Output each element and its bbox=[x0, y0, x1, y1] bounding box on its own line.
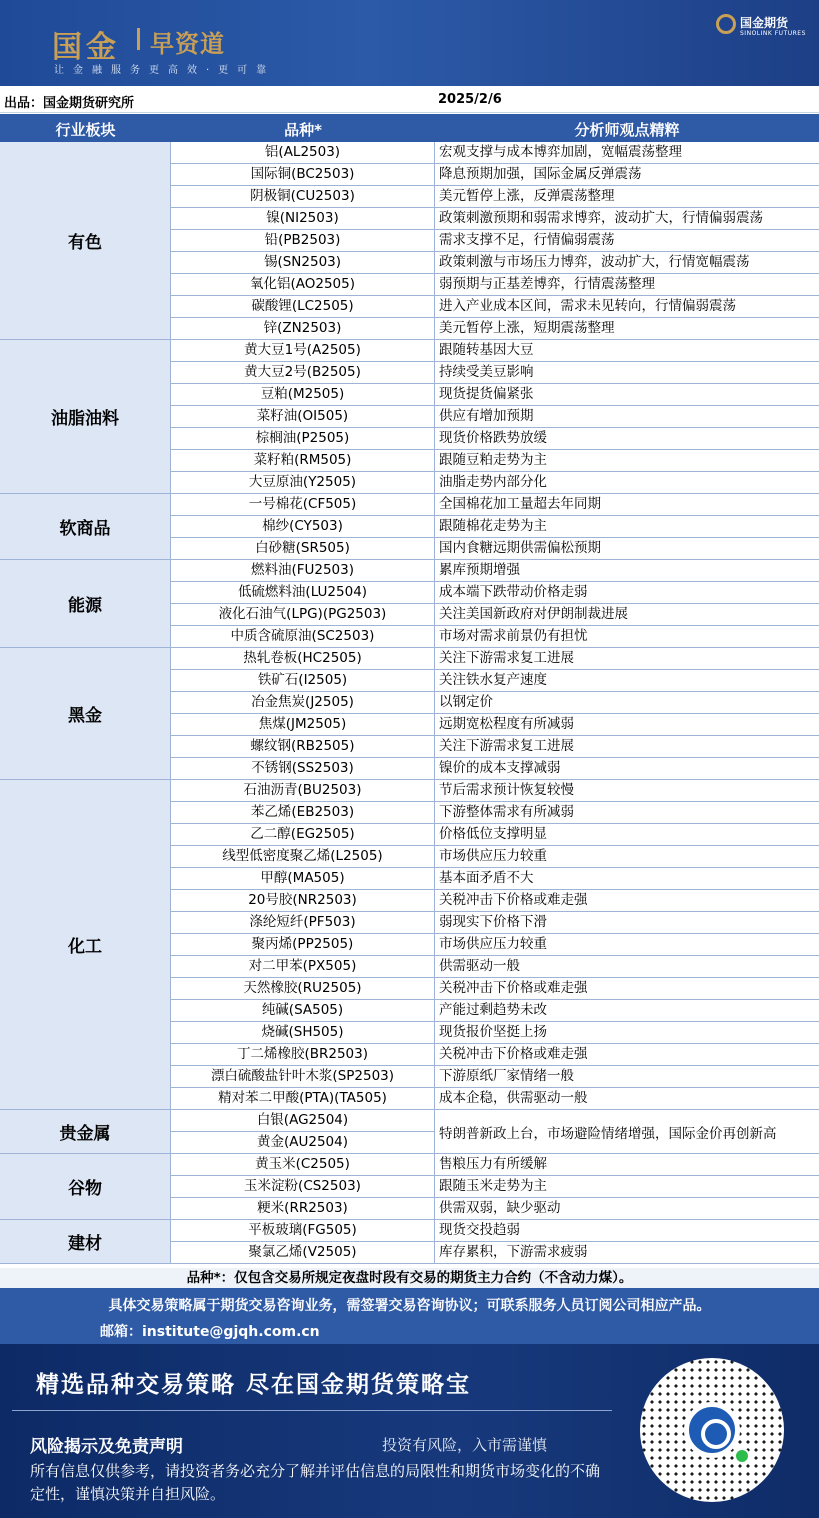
table-row bbox=[171, 1044, 819, 1066]
table-row bbox=[171, 472, 819, 494]
view-cell: 现货提货偏紧张 bbox=[439, 386, 534, 402]
notice-consulting: 具体交易策略属于期货交易咨询业务，需签署交易咨询协议；可联系服务人员订阅公司相应产品。 bbox=[108, 1298, 711, 1314]
view-cell: 进入产业成本区间，需求未见转向，行情偏弱震荡 bbox=[439, 298, 736, 314]
view-cell: 政策刺激与市场压力博弈，波动扩大，行情宽幅震荡 bbox=[439, 254, 750, 270]
brand-name-cn: 国金期货 bbox=[740, 16, 789, 30]
table-row bbox=[171, 362, 819, 384]
view-cell: 成本端下跌带动价格走弱 bbox=[439, 584, 588, 600]
variety-cell: 石油沥青(BU2503) bbox=[171, 780, 435, 801]
variety-cell: 棕榈油(P2505) bbox=[171, 428, 435, 449]
variety-cell: 漂白硫酸盐针叶木浆(SP2503) bbox=[171, 1066, 435, 1087]
table-row bbox=[171, 1066, 819, 1088]
variety-cell: 烧碱(SH505) bbox=[171, 1022, 435, 1043]
table-row bbox=[171, 648, 819, 670]
sector-cell: 建材 bbox=[0, 1220, 171, 1264]
table-row bbox=[171, 340, 819, 362]
variety-cell: 热轧卷板(HC2505) bbox=[171, 648, 435, 669]
view-cell: 持续受美豆影响 bbox=[439, 364, 534, 380]
view-cell: 跟随棉花走势为主 bbox=[439, 518, 547, 534]
sector-cell: 化工 bbox=[0, 780, 171, 1110]
table-row bbox=[171, 296, 819, 318]
view-cell: 关税冲击下价格或难走强 bbox=[439, 1046, 588, 1062]
table-row bbox=[171, 1000, 819, 1022]
table-row bbox=[171, 538, 819, 560]
table-row bbox=[171, 1198, 819, 1220]
view-cell: 弱预期与正基差博弈，行情震荡整理 bbox=[439, 276, 655, 292]
table-row bbox=[171, 1022, 819, 1044]
table-row bbox=[171, 252, 819, 274]
risk-body: 所有信息仅供参考，请投资者务必充分了解并评估信息的局限性和期货市场变化的不确定性，谨慎决策并自担风险。 bbox=[30, 1462, 601, 1503]
variety-cell: 20号胶(NR2503) bbox=[171, 890, 435, 911]
variety-cell: 冶金焦炭(J2505) bbox=[171, 692, 435, 713]
table-row bbox=[171, 582, 819, 604]
view-cell: 库存累积，下游需求疲弱 bbox=[439, 1244, 588, 1260]
variety-cell: 铁矿石(I2505) bbox=[171, 670, 435, 691]
view-cell: 关注铁水复产速度 bbox=[439, 672, 547, 688]
view-cell: 供需驱动一般 bbox=[439, 958, 520, 974]
variety-cell: 丁二烯橡胶(BR2503) bbox=[171, 1044, 435, 1065]
variety-cell: 燃料油(FU2503) bbox=[171, 560, 435, 581]
variety-cell: 低硫燃料油(LU2504) bbox=[171, 582, 435, 603]
variety-cell: 铝(AL2503) bbox=[171, 142, 435, 163]
table-row bbox=[171, 142, 819, 164]
table-row bbox=[171, 604, 819, 626]
sector-cell: 软商品 bbox=[0, 494, 171, 560]
view-cell: 累库预期增强 bbox=[439, 562, 520, 578]
variety-cell: 一号棉花(CF505) bbox=[171, 494, 435, 515]
view-cell: 关税冲击下价格或难走强 bbox=[439, 980, 588, 996]
sector-cell: 黑金 bbox=[0, 648, 171, 780]
variety-cell: 天然橡胶(RU2505) bbox=[171, 978, 435, 999]
variety-cell: 黄玉米(C2505) bbox=[171, 1154, 435, 1175]
view-cell: 成本企稳，供需驱动一般 bbox=[439, 1090, 588, 1106]
view-cell: 市场供应压力较重 bbox=[439, 936, 547, 952]
variety-cell: 涤纶短纤(PF503) bbox=[171, 912, 435, 933]
table-row bbox=[171, 450, 819, 472]
table-row bbox=[171, 274, 819, 296]
variety-cell: 锌(ZN2503) bbox=[171, 318, 435, 339]
variety-cell: 黄大豆1号(A2505) bbox=[171, 340, 435, 361]
variety-cell: 国际铜(BC2503) bbox=[171, 164, 435, 185]
variety-cell: 聚氯乙烯(V2505) bbox=[171, 1242, 435, 1263]
variety-cell: 黄大豆2号(B2505) bbox=[171, 362, 435, 383]
report-date: 2025/2/6 bbox=[438, 92, 502, 107]
table-row bbox=[171, 1176, 819, 1198]
view-cell: 以钢定价 bbox=[439, 694, 493, 710]
view-cell: 关税冲击下价格或难走强 bbox=[439, 892, 588, 908]
variety-cell: 线型低密度聚乙烯(L2505) bbox=[171, 846, 435, 867]
table-row bbox=[171, 560, 819, 582]
table-row bbox=[171, 956, 819, 978]
view-cell: 供需双弱，缺少驱动 bbox=[439, 1200, 561, 1216]
table-row bbox=[171, 494, 819, 516]
risk-title: 风险揭示及免责声明 bbox=[30, 1437, 183, 1457]
table-row bbox=[171, 1154, 819, 1176]
view-cell: 下游原纸厂家情绪一般 bbox=[439, 1068, 574, 1084]
variety-cell: 不锈钢(SS2503) bbox=[171, 758, 435, 779]
table-row bbox=[171, 978, 819, 1000]
table-row bbox=[171, 1220, 819, 1242]
variety-cell: 锡(SN2503) bbox=[171, 252, 435, 273]
brand-name-en: SINOLINK FUTURES bbox=[740, 30, 806, 37]
logo-text: 国金 bbox=[52, 30, 120, 65]
variety-cell: 碳酸锂(LC2505) bbox=[171, 296, 435, 317]
variety-cell: 螺纹钢(RB2505) bbox=[171, 736, 435, 757]
view-cell: 油脂走势内部分化 bbox=[439, 474, 547, 490]
table-row bbox=[171, 714, 819, 736]
notice-band bbox=[0, 1288, 819, 1344]
table-row bbox=[171, 208, 819, 230]
risk-tagline: 投资有风险，入市需谨慎 bbox=[382, 1436, 548, 1454]
variety-cell: 平板玻璃(FG505) bbox=[171, 1220, 435, 1241]
variety-cell: 阴极铜(CU2503) bbox=[171, 186, 435, 207]
variety-cell: 苯乙烯(EB2503) bbox=[171, 802, 435, 823]
table-row bbox=[171, 824, 819, 846]
qr-code-icon[interactable] bbox=[640, 1358, 784, 1502]
table-row bbox=[171, 186, 819, 208]
view-cell: 远期宽松程度有所减弱 bbox=[439, 716, 574, 732]
promo-divider bbox=[12, 1410, 612, 1411]
view-cell: 节后需求预计恢复较慢 bbox=[439, 782, 574, 798]
view-cell: 供应有增加预期 bbox=[439, 408, 534, 424]
table-row bbox=[171, 230, 819, 252]
variety-cell: 棉纱(CY503) bbox=[171, 516, 435, 537]
view-cell: 现货交投趋弱 bbox=[439, 1222, 520, 1238]
source-label: 出品：国金期货研究所 bbox=[4, 96, 135, 111]
sector-cell: 贵金属 bbox=[0, 1110, 171, 1154]
footnote: 品种*：仅包含交易所规定夜盘时段有交易的期货主力合约（不含动力煤）。 bbox=[0, 1268, 819, 1288]
view-cell: 下游整体需求有所减弱 bbox=[439, 804, 574, 820]
product-title: 早资道 bbox=[150, 30, 225, 58]
variety-cell: 菜籽粕(RM505) bbox=[171, 450, 435, 471]
view-cell: 跟随转基因大豆 bbox=[439, 342, 534, 358]
variety-cell: 白银(AG2504) bbox=[171, 1110, 435, 1131]
col-view: 分析师观点精粹 bbox=[574, 121, 680, 139]
view-cell-merged: 特朗普新政上台，市场避险情绪增强，国际金价再创新高 bbox=[435, 1110, 819, 1154]
view-cell: 产能过剩趋势未改 bbox=[439, 1002, 547, 1018]
table-row bbox=[171, 934, 819, 956]
table-row bbox=[171, 1088, 819, 1110]
variety-cell: 粳米(RR2503) bbox=[171, 1198, 435, 1219]
table-row bbox=[171, 428, 819, 450]
view-cell: 现货报价坚挺上扬 bbox=[439, 1024, 547, 1040]
view-cell: 关注下游需求复工进展 bbox=[439, 738, 574, 754]
table-row bbox=[171, 692, 819, 714]
header-banner bbox=[0, 0, 819, 86]
view-cell: 弱现实下价格下滑 bbox=[439, 914, 547, 930]
table-row bbox=[171, 384, 819, 406]
table-row bbox=[171, 736, 819, 758]
sector-cell: 谷物 bbox=[0, 1154, 171, 1220]
table-row bbox=[171, 758, 819, 780]
view-cell: 宏观支撑与成本博弈加剧，宽幅震荡整理 bbox=[439, 144, 682, 160]
view-cell: 基本面矛盾不大 bbox=[439, 870, 534, 886]
variety-cell: 黄金(AU2504) bbox=[171, 1132, 435, 1153]
promo-headline: 精选品种交易策略 尽在国金期货策略宝 bbox=[36, 1371, 472, 1398]
view-cell: 价格低位支撑明显 bbox=[439, 826, 547, 842]
table-row bbox=[171, 846, 819, 868]
table-row bbox=[171, 318, 819, 340]
table-row bbox=[171, 670, 819, 692]
qr-logo-icon bbox=[684, 1402, 740, 1458]
variety-cell: 白砂糖(SR505) bbox=[171, 538, 435, 559]
view-cell: 美元暂停上涨，反弹震荡整理 bbox=[439, 188, 615, 204]
variety-cell: 豆粕(M2505) bbox=[171, 384, 435, 405]
variety-cell: 焦煤(JM2505) bbox=[171, 714, 435, 735]
table-row bbox=[171, 890, 819, 912]
view-cell: 政策刺激预期和弱需求博弈，波动扩大，行情偏弱震荡 bbox=[439, 210, 763, 226]
table-row bbox=[171, 164, 819, 186]
variety-cell: 菜籽油(OI505) bbox=[171, 406, 435, 427]
wechat-mini-icon bbox=[734, 1448, 750, 1464]
table-row bbox=[171, 626, 819, 648]
view-cell: 镍价的成本支撑减弱 bbox=[439, 760, 561, 776]
table-row bbox=[171, 516, 819, 538]
promo-footer bbox=[0, 1344, 819, 1518]
variety-cell: 精对苯二甲酸(PTA)(TA505) bbox=[171, 1088, 435, 1109]
view-cell: 降息预期加强，国际金属反弹震荡 bbox=[439, 166, 642, 182]
view-cell: 关注下游需求复工进展 bbox=[439, 650, 574, 666]
view-cell: 现货价格跌势放缓 bbox=[439, 430, 547, 446]
variety-cell: 玉米淀粉(CS2503) bbox=[171, 1176, 435, 1197]
table-row bbox=[171, 1242, 819, 1264]
sector-cell: 能源 bbox=[0, 560, 171, 648]
logo-divider bbox=[137, 28, 140, 50]
source-row bbox=[0, 88, 819, 113]
view-cell: 全国棉花加工量超去年同期 bbox=[439, 496, 601, 512]
notice-email[interactable]: 邮箱：institute@gjqh.com.cn bbox=[100, 1324, 320, 1340]
slogan: 让金融服务更高效·更可靠 bbox=[54, 65, 276, 76]
view-cell: 售粮压力有所缓解 bbox=[439, 1156, 547, 1172]
table-row bbox=[171, 912, 819, 934]
col-variety: 品种* bbox=[284, 121, 322, 139]
variety-cell: 聚丙烯(PP2505) bbox=[171, 934, 435, 955]
variety-cell: 对二甲苯(PX505) bbox=[171, 956, 435, 977]
view-cell: 跟随玉米走势为主 bbox=[439, 1178, 547, 1194]
variety-cell: 铅(PB2503) bbox=[171, 230, 435, 251]
variety-cell: 甲醇(MA505) bbox=[171, 868, 435, 889]
variety-cell: 液化石油气(LPG)(PG2503) bbox=[171, 604, 435, 625]
view-cell: 市场对需求前景仍有担忧 bbox=[439, 628, 588, 644]
view-cell: 跟随豆粕走势为主 bbox=[439, 452, 547, 468]
view-cell: 市场供应压力较重 bbox=[439, 848, 547, 864]
sector-cell: 有色 bbox=[0, 142, 171, 340]
variety-cell: 乙二醇(EG2505) bbox=[171, 824, 435, 845]
table-header bbox=[0, 114, 819, 142]
table-row bbox=[171, 868, 819, 890]
view-cell: 关注美国新政府对伊朗制裁进展 bbox=[439, 606, 628, 622]
table-row bbox=[171, 802, 819, 824]
variety-cell: 大豆原油(Y2505) bbox=[171, 472, 435, 493]
col-sector: 行业板块 bbox=[55, 121, 116, 139]
sector-cell: 油脂油料 bbox=[0, 340, 171, 494]
variety-cell: 镍(NI2503) bbox=[171, 208, 435, 229]
variety-cell: 中质含硫原油(SC2503) bbox=[171, 626, 435, 647]
table-row bbox=[171, 780, 819, 802]
view-cell: 国内食糖远期供需偏松预期 bbox=[439, 540, 601, 556]
variety-cell: 氧化铝(AO2505) bbox=[171, 274, 435, 295]
view-cell: 美元暂停上涨，短期震荡整理 bbox=[439, 320, 615, 336]
table-row bbox=[171, 406, 819, 428]
sinolink-logo-icon bbox=[716, 14, 736, 34]
view-cell: 需求支撑不足，行情偏弱震荡 bbox=[439, 232, 615, 248]
variety-cell: 纯碱(SA505) bbox=[171, 1000, 435, 1021]
